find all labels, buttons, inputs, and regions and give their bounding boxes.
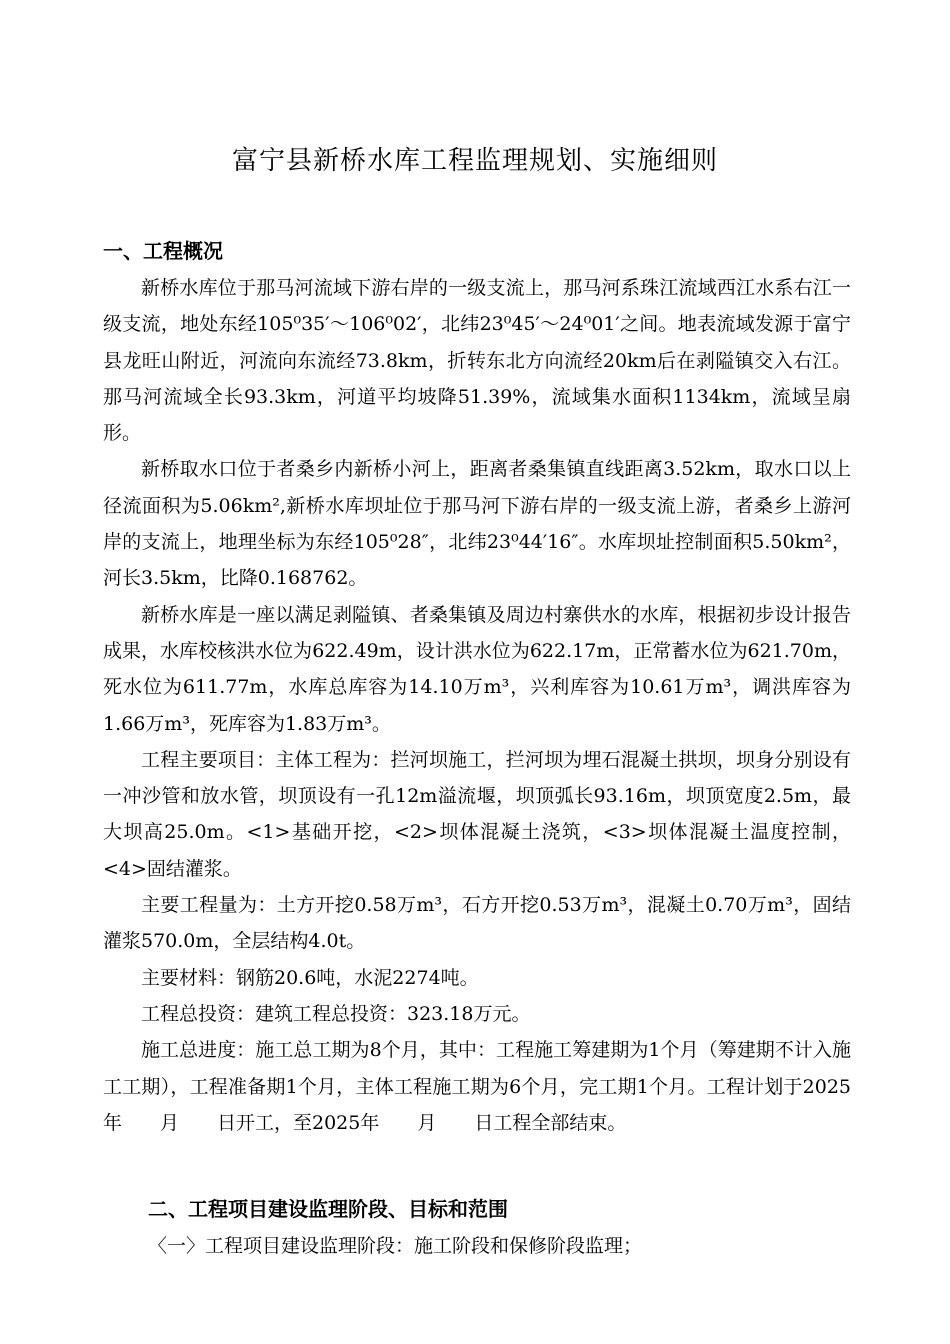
subsection-supervision-stage: 〈一〉工程项目建设监理阶段：施工阶段和保修阶段监理； [148, 1235, 643, 1257]
paragraph-investment: 工程总投资：建筑工程总投资：323.18万元。 [141, 1002, 531, 1025]
document-title: 富宁县新桥水库工程监理规划、实施细则 [231, 146, 718, 176]
paragraph-intake: 新桥取水口位于者桑乡内新桥小河上，距离者桑集镇直线距离3.52km，取水口以上径流面积为5.06km²,新桥水库坝址位于那马河下游右岸的一级支流上游，者桑乡上游河岸的支流上，地理坐标为东经105⁰28″，北纬23⁰44′16″。水库坝址控制面积5.50km²，河长3.5km，比降0.168762。 [103, 458, 851, 590]
section-heading-overview: 一、工程概况 [103, 239, 223, 263]
paragraph-location: 新桥水库位于那马河流域下游右岸的一级支流上，那马河系珠江流域西江水系右江一级支流，地处东经105⁰35′～106⁰02′，北纬23⁰45′～24⁰01′之间。地表流域发源于富宁县龙旺山附近，河流向东流经73.8km，折转东北方向流经20km后在剥隘镇交入右江。那马河流域全长93.3km，河道平均坡降51.39%，流域集水面积1134km，流域呈扇形。 [103, 277, 851, 445]
paragraph-schedule: 施工总进度：施工总工期为8个月，其中：工程施工筹建期为1个月（筹建期不计入施工工期），工程准备期1个月，主体工程施工期为6个月，完工期1个月。工程计划于2025年 月 日开工，至2025年 月 日工程全部结束。 [103, 1039, 851, 1134]
paragraph-reservoir-levels: 新桥水库是一座以满足剥隘镇、者桑集镇及周边村寨供水的水库，根据初步设计报告成果，水库校核洪水位为622.49m，设计洪水位为622.17m，正常蓄水位为621.70m，死水位为611.77m，水库总库容为14.10万m³，兴利库容为10.61万m³，调洪库容为1.66万m³，死库容为1.83万m³。 [103, 603, 851, 735]
paragraph-main-items: 工程主要项目：主体工程为：拦河坝施工，拦河坝为埋石混凝土拱坝，坝身分别设有一冲沙管和放水管，坝顶设有一孔12m溢流堰，坝顶弧长93.16m，坝顶宽度2.5m，最大坝高25.0m。<1>基础开挖，<2>坝体混凝土浇筑，<3>坝体混凝土温度控制，<4>固结灌浆。 [103, 748, 851, 880]
section-heading-supervision: 二、工程项目建设监理阶段、目标和范围 [148, 1197, 508, 1221]
overview-body [103, 270, 851, 1141]
paragraph-quantities: 主要工程量为：土方开挖0.58万m³，石方开挖0.53万m³，混凝土0.70万m³，固结灌浆570.0m，全层结构4.0t。 [103, 894, 851, 953]
paragraph-materials: 主要材料：钢筋20.6吨，水泥2274吨。 [141, 966, 479, 989]
